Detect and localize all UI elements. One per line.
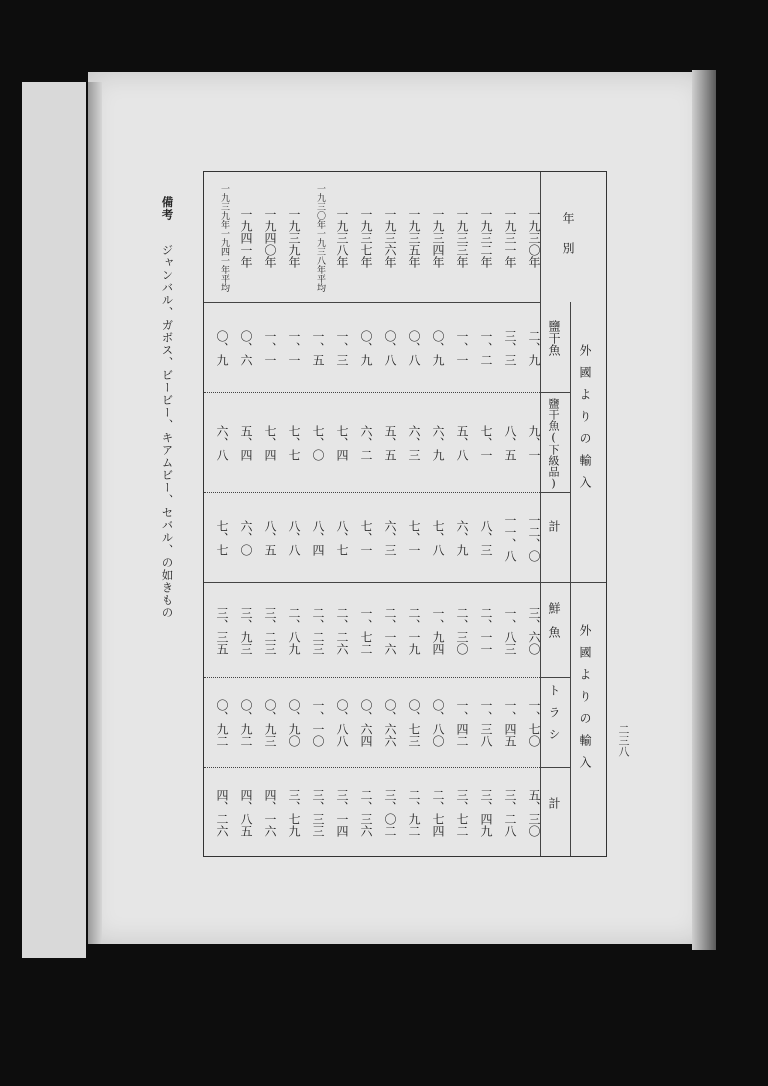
remarks-text: ジャンバル、ガボス、ビービー、キアムビー、セバル、の如きもの (160, 244, 175, 619)
value-cell: 一、五 (311, 330, 325, 366)
value-cell: 六、九 (431, 425, 445, 461)
value-cell: 九、一 (527, 425, 541, 461)
value-cell: 七、八 (431, 520, 445, 556)
year-cell: 一九三三年 (455, 208, 469, 268)
header-salted-dried-fish-low: 鹽干魚(下級品) (547, 398, 560, 490)
value-cell: 七、一 (407, 520, 421, 556)
value-cell: 一、七〇 (527, 699, 541, 747)
header-fresh-fish: 鮮魚 (547, 602, 561, 650)
year-cell: 一九四〇年 (263, 208, 277, 268)
value-cell: 七、四 (263, 425, 277, 461)
value-cell: 〇、九 (431, 330, 445, 366)
year-cell: 一九三七年 (359, 208, 373, 268)
value-cell: 七、一 (359, 520, 373, 556)
value-cell: 七、七 (287, 425, 301, 461)
value-cell: 一一、八 (503, 514, 517, 562)
value-cell: 四、二六 (215, 789, 229, 837)
value-cell: 八、三 (479, 520, 493, 556)
value-cell: 三、一四 (335, 789, 349, 837)
year-cell: 一九三五年 (407, 208, 421, 268)
value-cell: 一、三 (335, 330, 349, 366)
value-cell: 一、一 (455, 330, 469, 366)
year-cell: 一九四一年 (239, 208, 253, 268)
value-cell: 三、三 (503, 330, 517, 366)
value-cell: 五、八 (455, 425, 469, 461)
value-cell: 三、七九 (287, 789, 301, 837)
value-cell: 二、七四 (431, 789, 445, 837)
value-cell: 二、一六 (383, 606, 397, 655)
page-stack-edge (692, 70, 716, 950)
value-cell: 一、一 (287, 330, 301, 366)
value-cell: 二、三六 (359, 789, 373, 837)
value-cell: 〇、八 (383, 330, 397, 366)
value-cell: 〇、六六 (383, 699, 397, 747)
value-cell: 三、四九 (479, 789, 493, 837)
value-cell: 〇、九二 (215, 699, 229, 747)
year-cell: 一九三九年一九四一年平均 (219, 184, 229, 292)
value-cell: 〇、八 (407, 330, 421, 366)
value-cell: 四、一六 (263, 789, 277, 837)
header-year: 年別 (561, 212, 575, 272)
value-cell: 七、〇 (311, 425, 325, 461)
header-group1: 外國よりの輸入 (578, 344, 592, 498)
year-cell: 一九三八年 (335, 208, 349, 268)
year-cell: 一九三六年 (383, 208, 397, 268)
value-cell: 六、九 (455, 520, 469, 556)
year-cell: 一九三一年 (503, 208, 517, 268)
value-cell: 三、〇二 (383, 789, 397, 837)
year-cell: 一九三九年 (287, 208, 301, 268)
year-cell: 一九三四年 (431, 208, 445, 268)
value-cell: 七、四 (335, 425, 349, 461)
value-cell: 一、四五 (503, 699, 517, 747)
value-cell: 八、七 (335, 520, 349, 556)
value-cell: 〇、六 (239, 330, 253, 366)
value-cell: 一、一〇 (311, 699, 325, 747)
value-cell: 八、五 (503, 425, 517, 461)
value-cell: 一、八三 (503, 606, 517, 655)
import-statistics-table (203, 171, 607, 857)
value-cell: 一、九四 (431, 606, 445, 655)
value-cell: 六、八 (215, 425, 229, 461)
value-cell: 七、一 (479, 425, 493, 461)
value-cell: 三、六〇 (527, 606, 541, 655)
value-cell: 〇、八〇 (431, 699, 445, 747)
value-cell: 〇、九 (215, 330, 229, 366)
year-cell: 一九三〇年一九三八年平均 (315, 184, 325, 292)
value-cell: 一、四二 (455, 699, 469, 747)
value-cell: 〇、九 (359, 330, 373, 366)
value-cell: 二、二三 (311, 606, 325, 655)
value-cell: 三、三五 (215, 606, 229, 655)
value-cell: 八、八 (287, 520, 301, 556)
header-trashi: トラシ (547, 684, 561, 750)
value-cell: 二、三〇 (455, 606, 469, 655)
value-cell: 五、三〇 (527, 789, 541, 837)
value-cell: 二、一一 (479, 606, 493, 655)
value-cell: 三、二三 (263, 606, 277, 655)
remarks (161, 196, 173, 619)
value-cell: 六、三 (407, 425, 421, 461)
value-cell: 八、五 (263, 520, 277, 556)
value-cell: 三、二八 (503, 789, 517, 837)
value-cell: 〇、六四 (359, 699, 373, 747)
value-cell: 一二、〇 (527, 514, 541, 562)
value-cell: 三、三三 (311, 789, 325, 837)
year-cell: 一九三二年 (479, 208, 493, 268)
value-cell: 二、九 (527, 330, 541, 366)
remarks-label: 備考 (160, 196, 175, 221)
page-binding (88, 82, 102, 944)
left-page-strip (22, 82, 86, 958)
value-cell: 四、八五 (239, 789, 253, 837)
header-total2: 計 (547, 797, 561, 809)
value-cell: 二、二六 (335, 606, 349, 655)
value-cell: 二、一九 (407, 606, 421, 655)
value-cell: 七、七 (215, 520, 229, 556)
value-cell: 六、三 (383, 520, 397, 556)
value-cell: 一、三八 (479, 699, 493, 747)
value-cell: 〇、八八 (335, 699, 349, 747)
value-cell: 三、七二 (455, 789, 469, 837)
year-cell: 一九三〇年 (527, 208, 541, 268)
value-cell: 〇、九〇 (287, 699, 301, 747)
value-cell: 一、七二 (359, 606, 373, 655)
page-number: 二三八 (617, 724, 630, 757)
value-cell: 〇、九二 (239, 699, 253, 747)
value-cell: 〇、九三 (263, 699, 277, 747)
value-cell: 五、四 (239, 425, 253, 461)
value-cell: 五、五 (383, 425, 397, 461)
header-salted-dried-fish: 鹽干魚 (547, 320, 561, 356)
value-cell: 八、四 (311, 520, 325, 556)
header-total1: 計 (547, 520, 561, 532)
value-cell: 二、八九 (287, 606, 301, 655)
value-cell: 一、二 (479, 330, 493, 366)
value-cell: 一、一 (263, 330, 277, 366)
value-cell: 二、九二 (407, 789, 421, 837)
value-cell: 〇、七三 (407, 699, 421, 747)
value-cell: 三、九三 (239, 606, 253, 655)
value-cell: 六、〇 (239, 520, 253, 556)
header-group2: 外國よりの輸入 (578, 624, 592, 778)
value-cell: 六、二 (359, 425, 373, 461)
